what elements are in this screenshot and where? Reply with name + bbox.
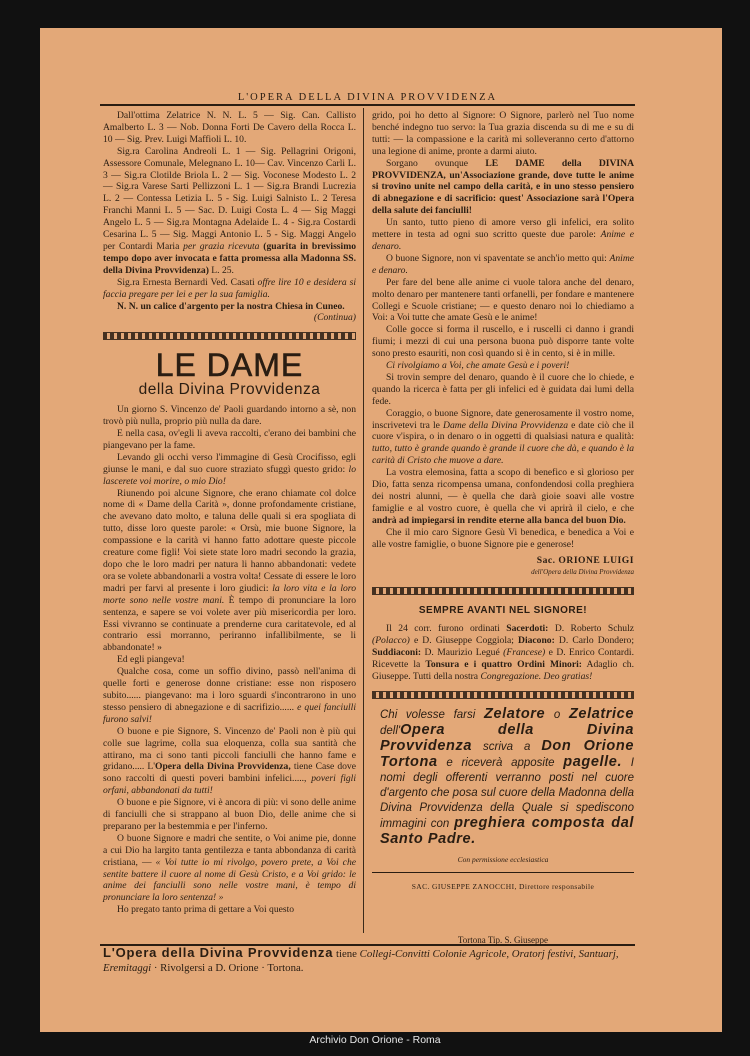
column-divider <box>363 108 364 933</box>
article-paragraph: O buone Signore e madri che sentite, o Voi anime pie, donne a cui Dio ha largito tanta gentilezza e tanta abbondanza di carità cristiana, — « Voi tutte io mi rivolgo, povero prete, a Voi che sentite battere il cuore al nome di Gesù Cristo, e a Voi grido: le anime dei fanciulli sono nelle vostre mani, è tempo di pronunciare la loro sentenza! » <box>103 832 356 904</box>
article-paragraph: Che il mio caro Signore Gesù Vi benedica, e benedica a Voi e alle vostre famiglie, o buone Signore pie e generose! <box>372 526 634 550</box>
article-paragraph: Un giorno S. Vincenzo de' Paoli guardando intorno a sè, non trovò più nulla, proprio più nulla da dare. <box>103 404 356 428</box>
article-paragraph: Coraggio, o buone Signore, date generosamente il vostro nome, inscrivetevi tra le Dame della Divina Provvidenza e date ciò che il cuore v'ispira, o in denaro o in oggetti di qualsiasi natura e qualità: tutto, tutto è grande quando è grande il cuore che dà, e quando è la carità di Cristo che muove a dare. <box>372 407 634 467</box>
editor-line: SAC. GIUSEPPE ZANOCCHI, Direttore responsabile <box>411 881 595 891</box>
article-paragraph: O buone Signore, non vi spaventate se anch'io metto qui: Anime e denaro. <box>372 252 635 276</box>
donations-paragraph-1: Dall'ottima Zelatrice N. N. L. 5 — Sig. Can. Callisto Amalberto L. 3 — Nob. Donna Forti De Cavero della Rocca L. 10 — Sig. Prev. Luigi Maffioli L. 10. <box>103 110 356 145</box>
article-paragraph: Un santo, tutto pieno di amore verso gli infelici, era solito mettere in testa ad ogni suo scritto queste due parole: Anime e denaro. <box>372 217 634 252</box>
news-title: SEMPRE AVANTI NEL SIGNORE! <box>418 605 588 617</box>
signature: Sac. ORIONE LUIGI <box>536 554 634 566</box>
article-title: LE DAME <box>155 347 304 384</box>
ecclesiastical-permission: Con permissione ecclesiastica <box>457 854 549 864</box>
section-divider <box>103 332 356 340</box>
zelatori-promo: Chi volesse farsi Zelatore o Zelatrice dell'Opera della Divina Provvidenza scriva a Don Orione Tortona e riceverà apposite pagelle. I nomi degli offerenti verranno posti nel cuore d'argento che posa sul cuore della Madonna della Divina Provvidenza della Quale si spediscono immagini con preghiera composta dal Santo Padre. <box>380 705 635 847</box>
donations-paragraph-3: Sig.ra Ernesta Bernardi Ved. Casati offre lire 10 e desidera si faccia pregare per lei e per la sua famiglia. <box>103 276 356 300</box>
donations-paragraph-2: Sig.ra Carolina Andreoli L. 1 — Sig. Pellagrini Origoni, Assessore Comunale, Melegnano L. 10— Cav. Vincenzo Carli L. 3 — Sig.ra Clotilde Briola L. 2 — Sig. Voconese Modesto L. 2 — Sig.ra Varese Sarti Pellizzoni L. 1 — Sig.ra Brandi Lucrezia L. 2 — Contessa Letizia L. 5 - Sig. Luigi Salnisto L. 2 Teresa Franchi Manni L. 5 — Sac. D. Luigi Costa L. 4 — Sig Maggi Angelo L. 5 — Sig.ra Montagna Adelaide L. 4 - Sig.ra Costardi Cesarina L. 5 — Sig. Maggi Antonio L. 5 - Sig. Maggi Angelo per Contardi Maria per grazia ricevuta (guarita in brevissimo tempo dopo aver invocata e fatta promessa alla Madonna SS. della Divina Provvidenza) L. 25. <box>103 145 356 276</box>
article-paragraph: Sorgano ovunque LE DAME della DIVINA PROVVIDENZA, un'Associazione grande, dove tutte le anime si trovino unite nel campo della carità, e in uno stesso pensiero di abnegazione e di sacrificio: quest' Associazione sarà l'Opera della salute dei fanciulli! <box>372 157 634 217</box>
signature-subtitle: dell'Opera della Divina Provvidenza <box>531 568 634 577</box>
article-paragraph: La vostra elemosina, fatta a scopo di benefico e sì glorioso per Dio, fatta senza ricompensa umana, confondendosi colla preghiera dei nostri alunni, — è quella che darà gioie soavi alle vostre famiglie e al vostro cuore, è quella che vi aprirà il cielo, e che andrà ad impiegarsi in rendite eterne alla banca del buon Dio. <box>372 467 634 526</box>
archive-caption: Archivio Don Orione - Roma <box>309 1034 441 1046</box>
left-column <box>103 110 356 916</box>
article-subtitle: della Divina Provvidenza <box>138 381 321 399</box>
article-paragraph: grido, poi ho detto al Signore: O Signore, parlerò nel Tuo nome benché indegno tuo servo: la Tua grazia discenda su di me e su di tutti: — la compassione e la carità mi solleveranno certo d'attorno una legione di anime, pronte a darmi aiuto. <box>372 110 634 157</box>
article-paragraph: Riunendo poi alcune Signore, che erano chiamate col dolce nome di « Dame della Carità », donne profondamente cristiane, che avevano dato molto, e taluna delle quali si era spogliata di tutto, disse loro queste parole: « Orsù, mie buone Signore, la compassione e la carità vi hanno fatto adottare queste piccole creature come figli! Voi siete state loro madri secondo la grazia, dopo che le loro madri per natura li hanno abbandonati: vedete ora se volete abbandonarli a vostra volta! Cessate di essere le loro madri per farvi al presente i loro giudici: la loro vita e la loro morte sono nelle vostre mani. È tempo di pronunciare la loro sentenza, e sapere se voi volete aver più misericordia per loro. Essi vivranno se continuate a prenderne cura caritatevole, ed al contrario essi morranno, periranno infallibilmente, se li abbandonate! » <box>103 487 356 654</box>
donations-paragraph-4: N. N. un calice d'argento per la nostra Chiesa in Cuneo. <box>117 300 345 312</box>
article-paragraph: E nella casa, ov'egli li aveva raccolti, c'erano dei bambini che piangevano per la fame. <box>103 428 356 451</box>
page-header: L'OPERA DELLA DIVINA PROVVIDENZA <box>237 92 498 103</box>
news-paragraph: Il 24 corr. furono ordinati Sacerdoti: D. Roberto Schulz (Polacco) e D. Giuseppe Coggiola; Diacono: D. Carlo Dondero; Suddiaconi: D. Maurizio Legué (Francese) e D. Enrico Contardi. Ricevette la Tonsura e i quattro Ordini Minori: Adaglio ch. Giuseppe. Tutti della nostra Congregazione. Deo gratias! <box>372 623 635 682</box>
section-divider <box>372 587 634 595</box>
footer-advertisement: L'Opera della Divina Provvidenza tiene Collegi-Convitti Colonie Agricole, Oratorj festivi, Santuarj, Eremitaggi · Rivolgersi a D. Orione · Tortona. <box>103 945 619 974</box>
article-paragraph: Qualche cosa, come un soffio divino, passò nell'anima di quelle forti e generose donne cristiane: esse non risposero subito...... piangevano: ma i loro sguardi s'incontrarono in uno stesso pensiero di abnegazione e di sacrifizio...... e quei fanciulli furono salvi! <box>103 666 356 725</box>
article-paragraph: Colle gocce si forma il ruscello, e i ruscelli ci danno i grandi fiumi; i mezzi di cui una persona buona può disporre tante volte sono presto esauriti, non così quando si è in cento, si è in mille. <box>372 324 634 360</box>
article-paragraph: Ho pregato tanto prima di gettare a Voi questo <box>117 904 295 916</box>
editor-rule <box>372 872 634 873</box>
article-paragraph: Per fare del bene alle anime ci vuole talora anche del denaro, molto denaro per mantenere tanti orfanelli, per fondare e mantenere Collegi e Scuole cristiane; — e questo denaro noi lo chiediamo a Voi: a Voi tutte che amate Gesù e le anime! <box>372 276 634 324</box>
printer-line: Tortona Tip. S. Giuseppe <box>457 935 549 945</box>
header-rule <box>100 104 635 106</box>
right-column <box>372 110 634 893</box>
article-paragraph: O buone e pie Signore, vi è ancora di più: vi sono delle anime di fanciulli che si strappano al buon Dio, delle anime che si preparano per la bestemmia e per l'inferno. <box>103 797 356 832</box>
section-divider <box>372 691 634 699</box>
article-paragraph: Ed egli piangeva! <box>117 654 185 666</box>
article-paragraph: Si trovin sempre del denaro, quando è il cuore che lo chiede, e quando la ricerca è fatta per gli infelici ed è guidata dai lumi della fede. <box>372 371 634 407</box>
article-paragraph: Ci rivolgiamo a Voi, che amate Gesù e i poveri! <box>386 360 570 372</box>
article-paragraph: O buone e pie Signore, S. Vincenzo de' Paoli non è più qui colle sue lagrime, colla sua eloquenza, colla sua santità che attirano, ma ci sono tanti piccoli fanciulli che hanno fame e gridano..... L'Opera della Divina Provvidenza, tiene Case dove sono raccolti di questi poveri bambini infelici....., poveri figli orfani, abbandonati da tutti! <box>103 725 356 797</box>
article-paragraph: Levando gli occhi verso l'immagine di Gesù Crocifisso, egli giunse le mani, e dal suo cuore straziato sfuggì questo grido: lo lascerete voi morire, o mio Dio! <box>103 451 356 487</box>
continua-note: (Continua) <box>313 312 356 324</box>
